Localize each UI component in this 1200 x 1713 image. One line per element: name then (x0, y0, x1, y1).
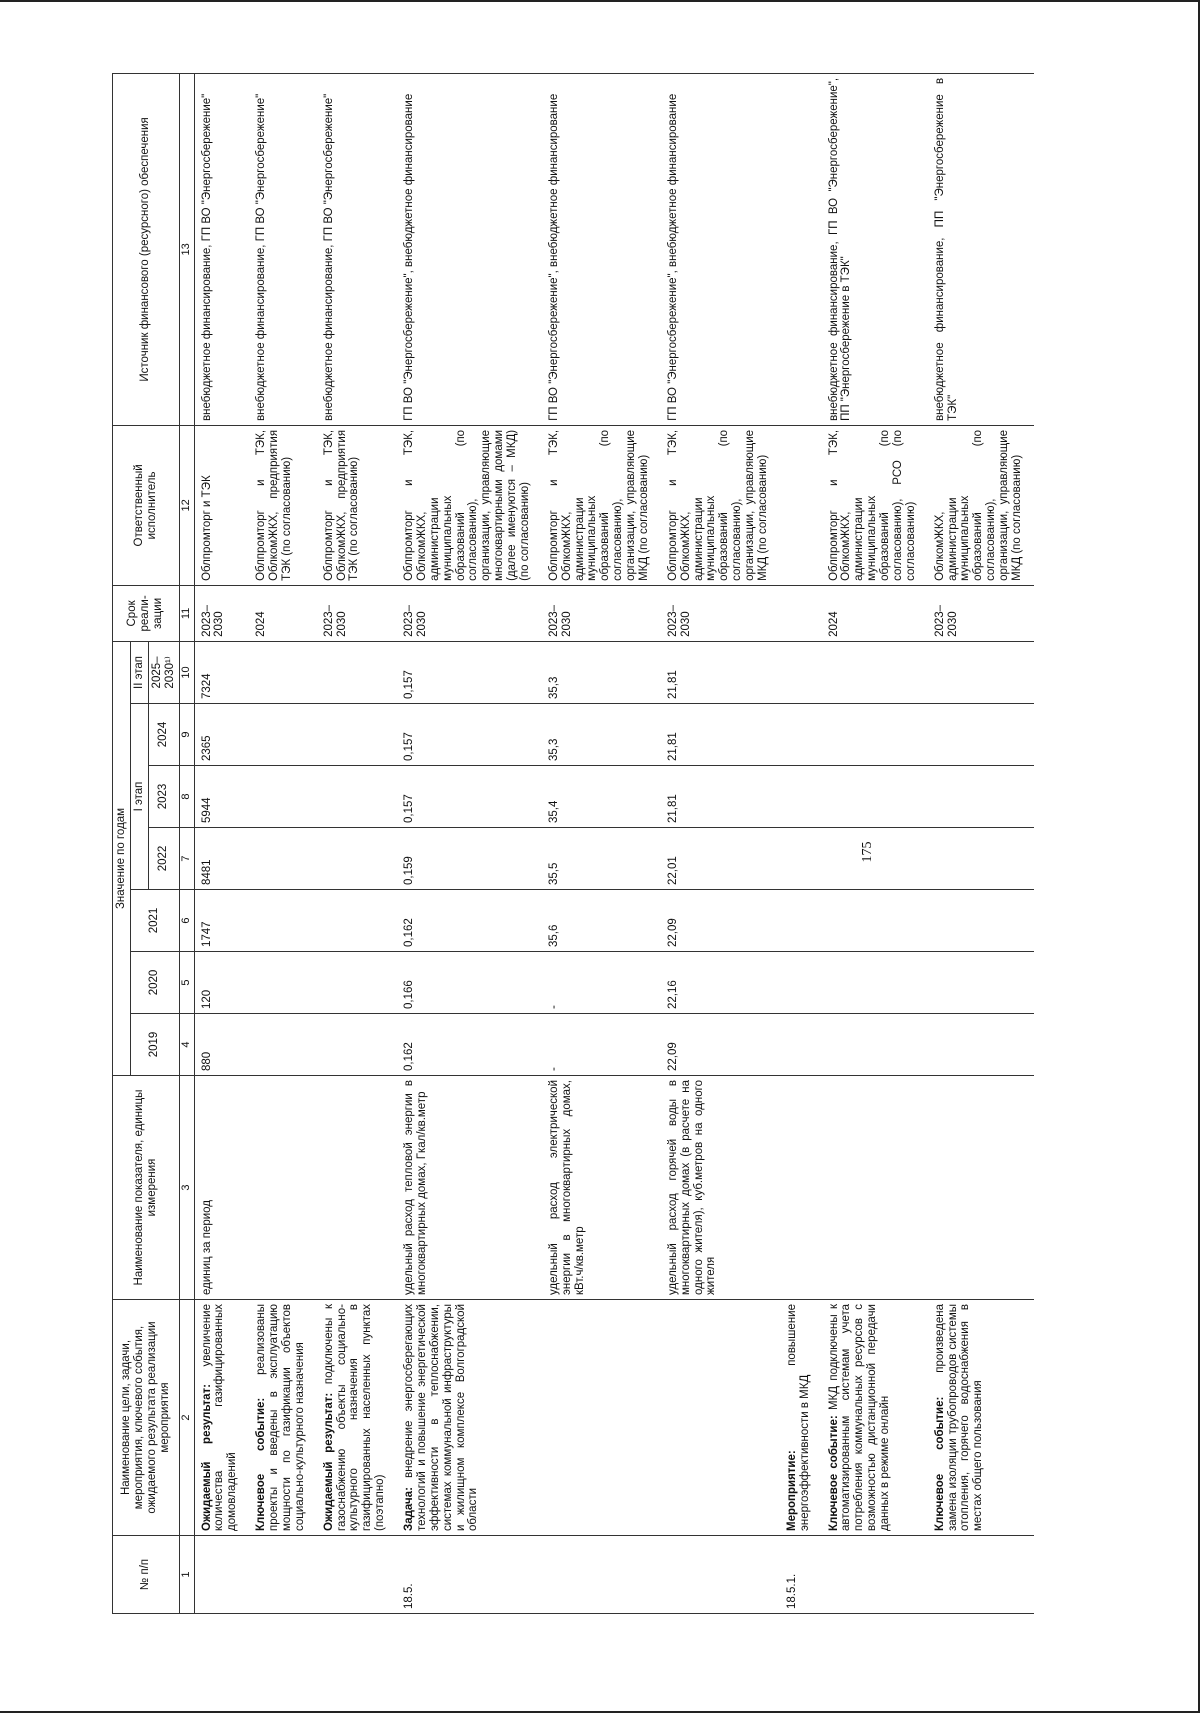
row-executor: ОблкомЖКХ, администрации муниципальных образований (по согласованию), организации, управляющие МКД (по согласованию) (928, 425, 1034, 585)
row-term: 2023–2030 (194, 585, 249, 641)
value-2025-2030 (928, 641, 1034, 703)
table-row (397, 73, 542, 1613)
scan-edge-top (0, 0, 1200, 2)
table-row (542, 73, 661, 1613)
value-2025-2030 (780, 641, 822, 703)
header-stage-2: II этап (130, 641, 148, 703)
header-executor: Ответственный исполнитель (113, 425, 180, 585)
header-2024: 2024 (148, 704, 179, 766)
row-executor (780, 425, 822, 585)
header-2025-2030: 2025–2030¹⁾ (148, 641, 179, 703)
value-2024: 35,3 (542, 704, 661, 766)
row-lead: Ключевое событие: (827, 1415, 840, 1531)
row-term: 2023–2030 (661, 585, 780, 641)
value-2019 (317, 1014, 397, 1076)
value-2022: 0,159 (397, 828, 542, 890)
row-num: 18.5.1. (780, 1536, 822, 1614)
rotated-table-frame (112, 74, 1122, 1614)
row-lead: Ключевое событие: (933, 1396, 946, 1531)
table-row (317, 73, 397, 1613)
row-executor: Облпромторг и ТЭК, ОблкомЖКХ, администрации муниципальных образований (по согласованию), РСО (по согласованию) (822, 425, 928, 585)
row-term: 2024 (249, 585, 317, 641)
header-2022: 2022 (148, 828, 179, 890)
value-2020 (780, 952, 822, 1014)
value-2022 (780, 828, 822, 890)
page-number: 175 (860, 841, 875, 863)
header-2021: 2021 (130, 890, 179, 952)
value-2020 (822, 952, 928, 1014)
value-2021 (249, 890, 317, 952)
row-num (317, 1536, 397, 1614)
header-source: Источник финансового (ресурсного) обеспечения (113, 73, 180, 425)
header-num: № п/п (113, 1536, 180, 1614)
value-2022 (822, 828, 928, 890)
value-2020: 120 (194, 952, 249, 1014)
row-name (194, 1300, 249, 1536)
header-2019: 2019 (130, 1014, 179, 1076)
value-2023: 5944 (194, 766, 249, 828)
value-2024 (928, 704, 1034, 766)
table-row (780, 73, 822, 1613)
row-lead: Мероприятие: (785, 1450, 798, 1531)
value-2025-2030 (822, 641, 928, 703)
value-2024: 2365 (194, 704, 249, 766)
value-2022: 8481 (194, 828, 249, 890)
row-num (542, 1536, 661, 1614)
row-indicator (928, 1076, 1034, 1300)
table-row (249, 73, 317, 1613)
row-executor: Облпромторг и ТЭК, ОблкомЖКХ, администрации муниципальных образований (по согласованию), организации, управляющие МКД (по согласованию) (661, 425, 780, 585)
value-2023: 21,81 (661, 766, 780, 828)
row-name (661, 1300, 780, 1536)
header-term: Срок реали-зации (113, 585, 180, 641)
value-2020: 0,166 (397, 952, 542, 1014)
rotated-table-content (112, 74, 1122, 1614)
column-index-row (179, 73, 194, 1613)
col-index: 3 (179, 1076, 194, 1300)
row-source: ГП ВО "Энергосбережение", внебюджетное финансирование (397, 73, 542, 425)
header-values-group: Значение по годам (113, 641, 131, 1075)
row-executor: Облпромторг и ТЭК (194, 425, 249, 585)
row-name-text: МКД подключены к автоматизированным системам учета потребления коммунальных ресурсов с возможностью дистанционной передачи данных в режиме онлайн (827, 1304, 891, 1531)
row-executor: Облпромторг и ТЭК, ОблкомЖКХ, администрации муниципальных образований (по согласованию), организации, управляющие МКД (по согласованию) (542, 425, 661, 585)
value-2019 (780, 1014, 822, 1076)
value-2025-2030: 35,3 (542, 641, 661, 703)
value-2021 (822, 890, 928, 952)
col-index: 1 (179, 1536, 194, 1614)
header-name: Наименование цели, задачи, мероприятия, ключевого события, ожидаемого результата реализации мероприятия (113, 1300, 180, 1536)
value-2024 (317, 704, 397, 766)
row-source: ГП ВО "Энергосбережение", внебюджетное финансирование (542, 73, 661, 425)
row-source: внебюджетное финансирование, ГП ВО "Энергосбережение", ПП "Энергосбережение в ТЭК" (822, 73, 928, 425)
row-source: внебюджетное финансирование, ГП ВО "Энергосбережение" (317, 73, 397, 425)
row-name (249, 1300, 317, 1536)
row-num (822, 1536, 928, 1614)
value-2019: 0,162 (397, 1014, 542, 1076)
row-name-text: подключены к газоснабжению объекты социально-культурного назначения в газифицированных населенных пунктах (поэтапно) (322, 1304, 387, 1531)
col-index: 11 (179, 585, 194, 641)
value-2021: 35,6 (542, 890, 661, 952)
col-index: 9 (179, 704, 194, 766)
value-2025-2030: 0,157 (397, 641, 542, 703)
row-name-text: увеличение количества газифицированных домовладений (200, 1304, 239, 1531)
value-2023 (780, 766, 822, 828)
value-2021: 22,09 (661, 890, 780, 952)
row-name-text: повышение энергоэффективности в МКД (785, 1304, 811, 1531)
col-index: 2 (179, 1300, 194, 1536)
value-2025-2030: 7324 (194, 641, 249, 703)
row-name (822, 1300, 928, 1536)
value-2022 (317, 828, 397, 890)
row-name (780, 1300, 822, 1536)
value-2021: 1747 (194, 890, 249, 952)
value-2019: - (542, 1014, 661, 1076)
header-stage-1: I этап (130, 704, 148, 890)
row-lead: Ключевое событие: (255, 1397, 268, 1531)
col-index: 13 (179, 73, 194, 425)
col-index: 10 (179, 641, 194, 703)
row-source (780, 73, 822, 425)
row-executor: Облпромторг и ТЭК, ОблкомЖКХ, предприятия ТЭК (по согласованию) (249, 425, 317, 585)
row-indicator (780, 1076, 822, 1300)
value-2022 (928, 828, 1034, 890)
row-lead: Ожидаемый результат: (322, 1392, 335, 1531)
value-2019: 22,09 (661, 1014, 780, 1076)
value-2020 (928, 952, 1034, 1014)
value-2021 (928, 890, 1034, 952)
row-term: 2024 (822, 585, 928, 641)
value-2021: 0,162 (397, 890, 542, 952)
row-name-text: реализованы проекты и введены в эксплуатацию мощности по газификации объектов социально-культурного назначения (255, 1304, 306, 1531)
row-indicator (317, 1076, 397, 1300)
header-indicator: Наименование показателя, единицы измерения (113, 1076, 180, 1300)
table-row (822, 73, 928, 1613)
col-index: 4 (179, 1014, 194, 1076)
row-name (397, 1300, 542, 1536)
row-indicator: удельный расход горячей воды в многоквартирных домах (в расчете на одного жителя), куб.метров на одного жителя (661, 1076, 780, 1300)
row-indicator: удельный расход тепловой энергии в многоквартирных домах, Гкал/кв.метр (397, 1076, 542, 1300)
row-indicator (822, 1076, 928, 1300)
row-num (661, 1536, 780, 1614)
row-name (542, 1300, 661, 1536)
value-2019: 880 (194, 1014, 249, 1076)
value-2023 (317, 766, 397, 828)
value-2024 (822, 704, 928, 766)
col-index: 8 (179, 766, 194, 828)
row-num (194, 1536, 249, 1614)
row-name (928, 1300, 1034, 1536)
value-2022: 22,01 (661, 828, 780, 890)
header-row-1 (113, 73, 131, 1613)
value-2022 (249, 828, 317, 890)
row-indicator: единиц за период (194, 1076, 249, 1300)
row-executor: Облпромторг и ТЭК, ОблкомЖКХ, предприятия ТЭК (по согласованию) (317, 425, 397, 585)
row-indicator (249, 1076, 317, 1300)
row-lead: Ожидаемый результат: (200, 1383, 213, 1531)
row-source: внебюджетное финансирование, ГП ВО "Энергосбережение" (194, 73, 249, 425)
row-num (249, 1536, 317, 1614)
table-row (661, 73, 780, 1613)
col-index: 12 (179, 425, 194, 585)
col-index: 7 (179, 828, 194, 890)
value-2023 (928, 766, 1034, 828)
row-source: внебюджетное финансирование, ПП "Энергосбережение в ТЭК" (928, 73, 1034, 425)
row-name-text: произведена замена изоляции трубопроводов системы отопления, горячего водоснабжения в местах общего пользования (933, 1304, 985, 1531)
header-2020: 2020 (130, 952, 179, 1014)
value-2024 (249, 704, 317, 766)
row-term: 2023–2030 (542, 585, 661, 641)
value-2025-2030 (317, 641, 397, 703)
row-num: 18.5. (397, 1536, 542, 1614)
row-source: внебюджетное финансирование, ГП ВО "Энергосбережение" (249, 73, 317, 425)
indicators-table (112, 73, 1034, 1614)
value-2023: 35,4 (542, 766, 661, 828)
value-2021 (317, 890, 397, 952)
row-lead: Задача: (403, 1487, 415, 1531)
value-2024 (780, 704, 822, 766)
value-2019 (822, 1014, 928, 1076)
value-2023 (249, 766, 317, 828)
value-2019 (249, 1014, 317, 1076)
value-2025-2030 (249, 641, 317, 703)
value-2023 (822, 766, 928, 828)
row-name (317, 1300, 397, 1536)
row-term (780, 585, 822, 641)
row-indicator: удельный расход электрической энергии в многоквартирных домах, кВт.ч/кв.метр (542, 1076, 661, 1300)
value-2022: 35,5 (542, 828, 661, 890)
row-source: ГП ВО "Энергосбережение", внебюджетное финансирование (661, 73, 780, 425)
table-row (928, 73, 1034, 1613)
row-term: 2023–2030 (928, 585, 1034, 641)
value-2024: 0,157 (397, 704, 542, 766)
value-2020 (249, 952, 317, 1014)
row-term: 2023–2030 (397, 585, 542, 641)
value-2023: 0,157 (397, 766, 542, 828)
value-2021 (780, 890, 822, 952)
value-2020 (317, 952, 397, 1014)
row-name-text: внедрение энергосберегающих технологий и повышение энергетической эффективности в теплоснабжении, системах коммунальной инфраструктуры и жилищном комплексе Волгоградской области (403, 1304, 480, 1531)
value-2025-2030: 21,81 (661, 641, 780, 703)
col-index: 5 (179, 952, 194, 1014)
row-executor: Облпромторг и ТЭК, ОблкомЖКХ, администрации муниципальных образований (по согласованию), организации, управляющие многоквартирными домами (далее именуются – МКД) (по согласованию) (397, 425, 542, 585)
value-2019 (928, 1014, 1034, 1076)
value-2020: - (542, 952, 661, 1014)
value-2024: 21,81 (661, 704, 780, 766)
header-2023: 2023 (148, 766, 179, 828)
row-num (928, 1536, 1034, 1614)
table-row (194, 73, 249, 1613)
row-term: 2023–2030 (317, 585, 397, 641)
col-index: 6 (179, 890, 194, 952)
value-2020: 22,16 (661, 952, 780, 1014)
